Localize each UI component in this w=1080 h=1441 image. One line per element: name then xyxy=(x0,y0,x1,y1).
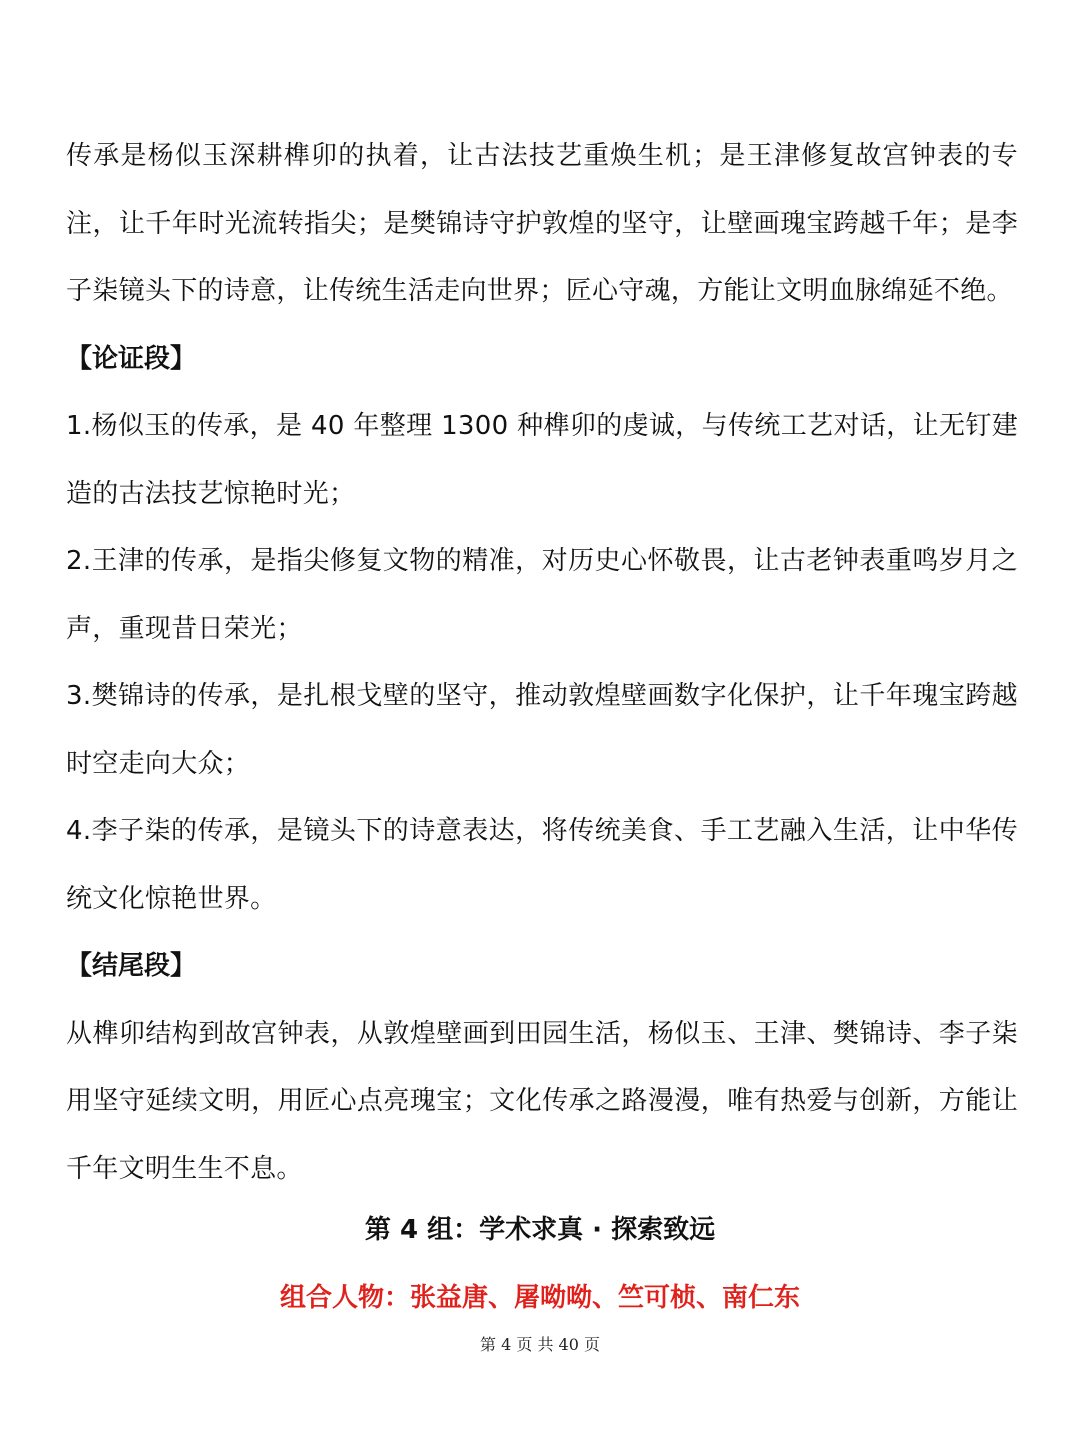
argument-item-4: 4.李子柒的传承，是镜头下的诗意表达，将传统美食、手工艺融入生活，让中华传统文化惊艳世界。 xyxy=(66,816,1018,914)
document-body xyxy=(66,123,1018,1203)
group-title: 第 4 组：学术求真 · 探索致远 xyxy=(364,1215,716,1245)
page-number-footer: 第 4 页 共 40 页 xyxy=(480,1335,600,1354)
argument-heading: 【论证段】 xyxy=(66,343,197,374)
argument-item-3: 3.樊锦诗的传承，是扎根戈壁的坚守，推动敦煌壁画数字化保护，让千年瑰宝跨越时空走向大众； xyxy=(66,681,1018,779)
group-people: 组合人物：张益唐、屠呦呦、竺可桢、南仁东 xyxy=(279,1283,800,1313)
argument-item-1: 1.杨似玉的传承，是 40 年整理 1300 种榫卯的虔诚，与传统工艺对话，让无钉建造的古法技艺惊艳时光； xyxy=(66,411,1018,509)
argument-item-2: 2.王津的传承，是指尖修复文物的精准，对历史心怀敬畏，让古老钟表重鸣岁月之声，重现昔日荣光； xyxy=(66,546,1018,644)
ending-heading: 【结尾段】 xyxy=(66,951,197,981)
ending-paragraph: 从榫卯结构到故宫钟表，从敦煌壁画到田园生活，杨似玉、王津、樊锦诗、李子柒用坚守延续文明，用匠心点亮瑰宝；文化传承之路漫漫，唯有热爱与创新，方能让千年文明生生不息。 xyxy=(66,1018,1018,1184)
intro-paragraph: 传承是杨似玉深耕榫卯的执着，让古法技艺重焕生机；是王津修复故宫钟表的专注，让千年时光流转指尖；是樊锦诗守护敦煌的坚守，让壁画瑰宝跨越千年；是李子柒镜头下的诗意，让传统生活走向世界；匠心守魂，方能让文明血脉绵延不绝。 xyxy=(66,141,1018,306)
